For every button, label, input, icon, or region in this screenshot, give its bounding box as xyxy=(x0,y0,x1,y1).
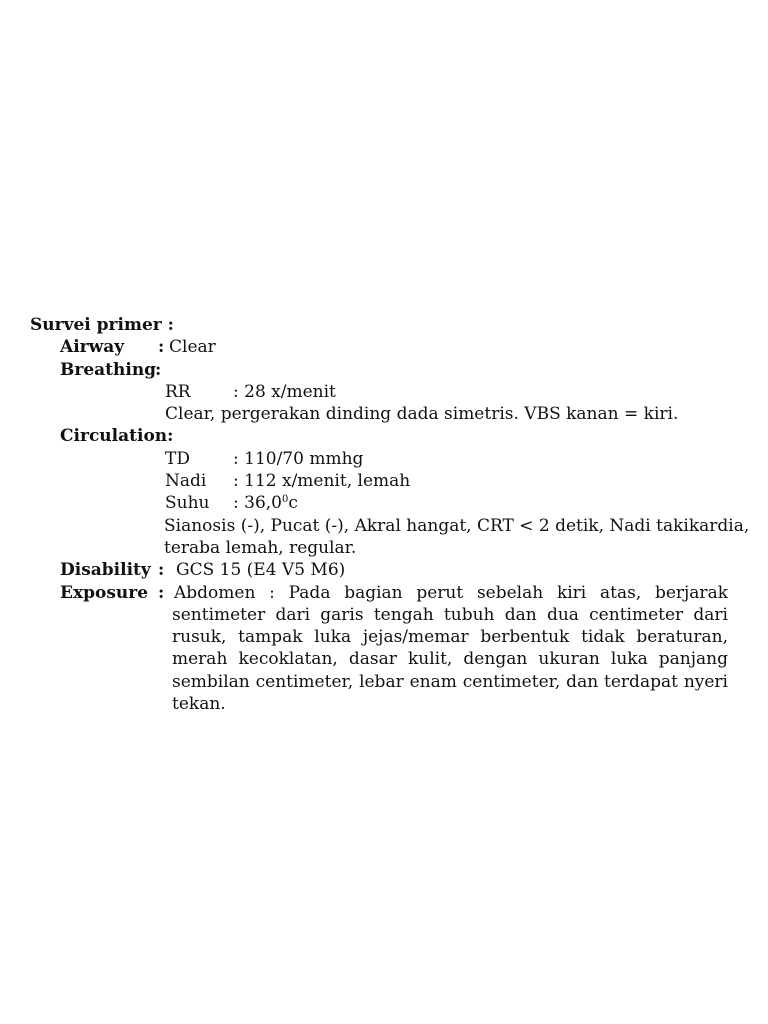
td-value: : 110/70 mmhg xyxy=(233,448,364,469)
exposure-line: sentimeter dari garis tengah tubuh dan dua centimeter dari xyxy=(172,604,728,625)
td-label: TD xyxy=(165,448,190,469)
suhu-value-prefix: : 36,0 xyxy=(233,493,282,514)
airway-colon: : xyxy=(158,337,165,358)
exposure-colon: : xyxy=(158,582,165,603)
exposure-line: sembilan centimeter, lebar enam centimeter, dan terdapat nyeri xyxy=(172,671,728,692)
airway-label: Airway xyxy=(60,337,125,358)
breathing-note: Clear, pergerakan dinding dada simetris. VBS kanan = kiri. xyxy=(165,404,679,425)
section-title-row xyxy=(0,314,768,336)
exposure-text xyxy=(172,582,728,716)
suhu-row xyxy=(0,492,768,514)
exposure-label: Exposure xyxy=(60,582,149,603)
breathing-colon: : xyxy=(155,359,162,380)
circulation-label: Circulation: xyxy=(60,426,174,447)
exposure-line: merah kecoklatan, dasar kulit, dengan ukuran luka panjang xyxy=(172,649,728,670)
disability-row xyxy=(0,559,768,581)
circulation-note-line-1: Sianosis (-), Pucat (-), Akral hangat, CRT < 2 detik, Nadi takikardia, xyxy=(164,515,750,536)
suhu-degree-sup: 0 xyxy=(281,494,289,506)
circulation-note-line-2: teraba lemah, regular. xyxy=(164,537,357,558)
nadi-label: Nadi xyxy=(165,471,207,492)
exposure-line: tekan. xyxy=(172,694,226,715)
suhu-label: Suhu xyxy=(165,493,210,514)
disability-value: GCS 15 (E4 V5 M6) xyxy=(176,560,346,581)
circulation-note-row-2 xyxy=(0,537,768,559)
rr-label: RR xyxy=(165,381,191,402)
rr-value: : 28 x/menit xyxy=(233,381,336,402)
nadi-row xyxy=(0,470,768,492)
breathing-row xyxy=(0,359,768,381)
document-body xyxy=(0,314,768,715)
exposure-line: rusuk, tampak luka jejas/memar berbentuk tidak beraturan, xyxy=(172,627,728,648)
airway-row xyxy=(0,336,768,358)
breathing-label: Breathing xyxy=(60,359,157,380)
rr-row xyxy=(0,381,768,403)
disability-colon: : xyxy=(158,560,165,581)
breathing-note-row xyxy=(0,403,768,425)
circulation-row xyxy=(0,425,768,447)
section-title: Survei primer : xyxy=(30,315,174,335)
exposure-line: Abdomen : Pada bagian perut sebelah kiri atas, berjarak xyxy=(174,582,728,603)
suhu-value-suffix: c xyxy=(288,493,298,514)
td-row xyxy=(0,448,768,470)
circulation-note-row-1 xyxy=(0,515,768,537)
nadi-value: : 112 x/menit, lemah xyxy=(233,471,411,492)
suhu-value xyxy=(233,492,298,514)
disability-label: Disability xyxy=(60,560,151,581)
airway-value: Clear xyxy=(169,337,216,358)
